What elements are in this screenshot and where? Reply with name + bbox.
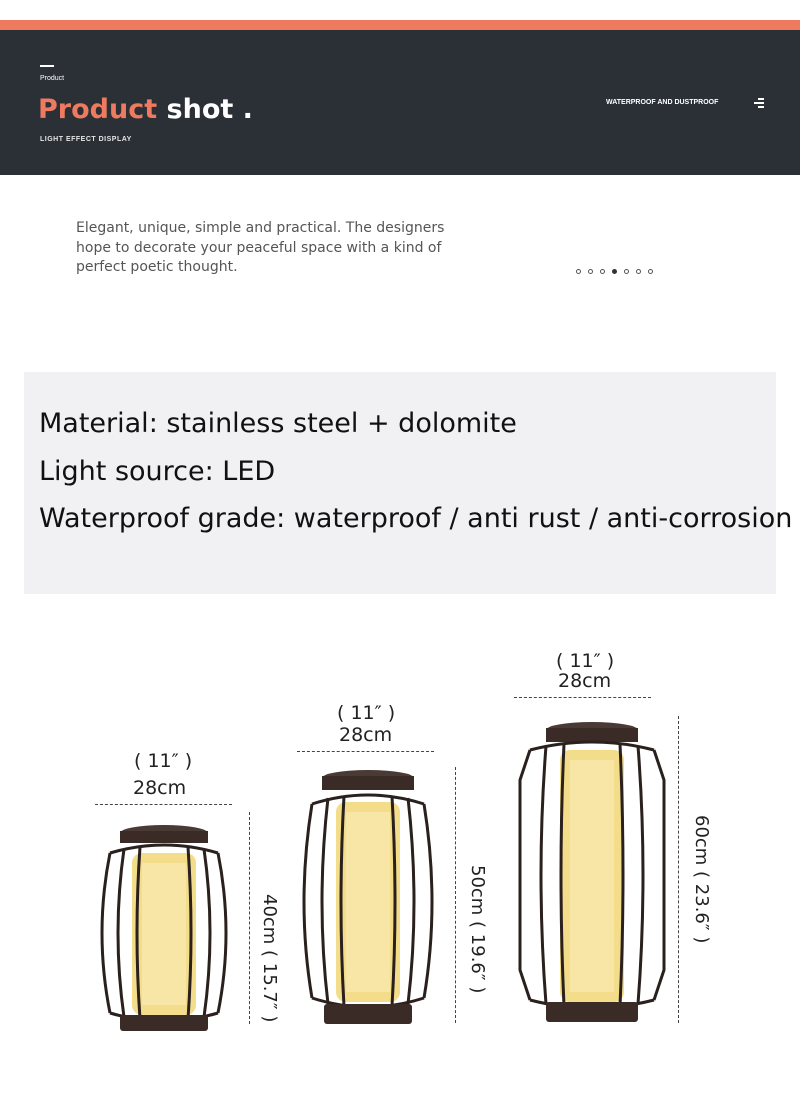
page-title [38,94,253,125]
pager-dot[interactable] [588,269,593,274]
pager-dot[interactable] [612,269,617,274]
intro-text: Elegant, unique, simple and practical. The designers hope to decorate your peaceful space with a kind of perfect poetic thought. [76,220,445,275]
lamp-large-image [516,720,668,1026]
pager-dot[interactable] [648,269,653,274]
lamp-medium-width-cm: 28cm [339,724,393,746]
header-small-label: Product [40,75,65,82]
top-margin [0,0,800,20]
lamp-large-height-label: 60cm ( 23.6″ ) [691,815,712,944]
lamp-large-width-cm: 28cm [558,670,612,692]
header-dash [40,65,54,67]
lamp-small-image [90,823,238,1035]
menu-icon[interactable] [752,97,764,109]
lamp-small-width-inches: ( 11″ ) [134,750,193,772]
spec-light-source: Light source: LED [39,456,276,487]
pager-dot[interactable] [636,269,641,274]
lamp-small-width-cm: 28cm [133,777,187,799]
lamp-small-height-line [249,812,250,1024]
lamp-medium-width-inches: ( 11″ ) [337,702,396,724]
header-banner [0,30,800,175]
lamp-small-width-line [95,804,232,805]
header-right-tag: WATERPROOF AND DUSTPROOF [606,99,719,106]
header-subtitle: LIGHT EFFECT DISPLAY [40,136,132,143]
lamp-medium-width-line [297,751,434,752]
title-rest: shot . [157,94,253,125]
lamp-small-height-label: 40cm ( 15.7″ ) [259,894,280,1023]
pager-dot[interactable] [600,269,605,274]
lamp-large-height-line [678,716,679,1023]
lamp-medium-height-label: 50cm ( 19.6″ ) [467,865,488,994]
lamp-large-width-inches: ( 11″ ) [556,650,615,672]
pager-dot[interactable] [624,269,629,274]
accent-bar [0,20,800,30]
spec-waterproof: Waterproof grade: waterproof / anti rust / anti-corrosion [39,503,793,534]
spec-material: Material: stainless steel + dolomite [39,408,517,439]
lamp-large-width-line [514,697,651,698]
title-accent: Product [38,94,158,125]
carousel-pager[interactable] [576,266,653,276]
lamp-medium-height-line [455,767,456,1023]
pager-dot[interactable] [576,269,581,274]
lamp-medium-image [292,768,444,1028]
specs-panel [24,372,793,594]
